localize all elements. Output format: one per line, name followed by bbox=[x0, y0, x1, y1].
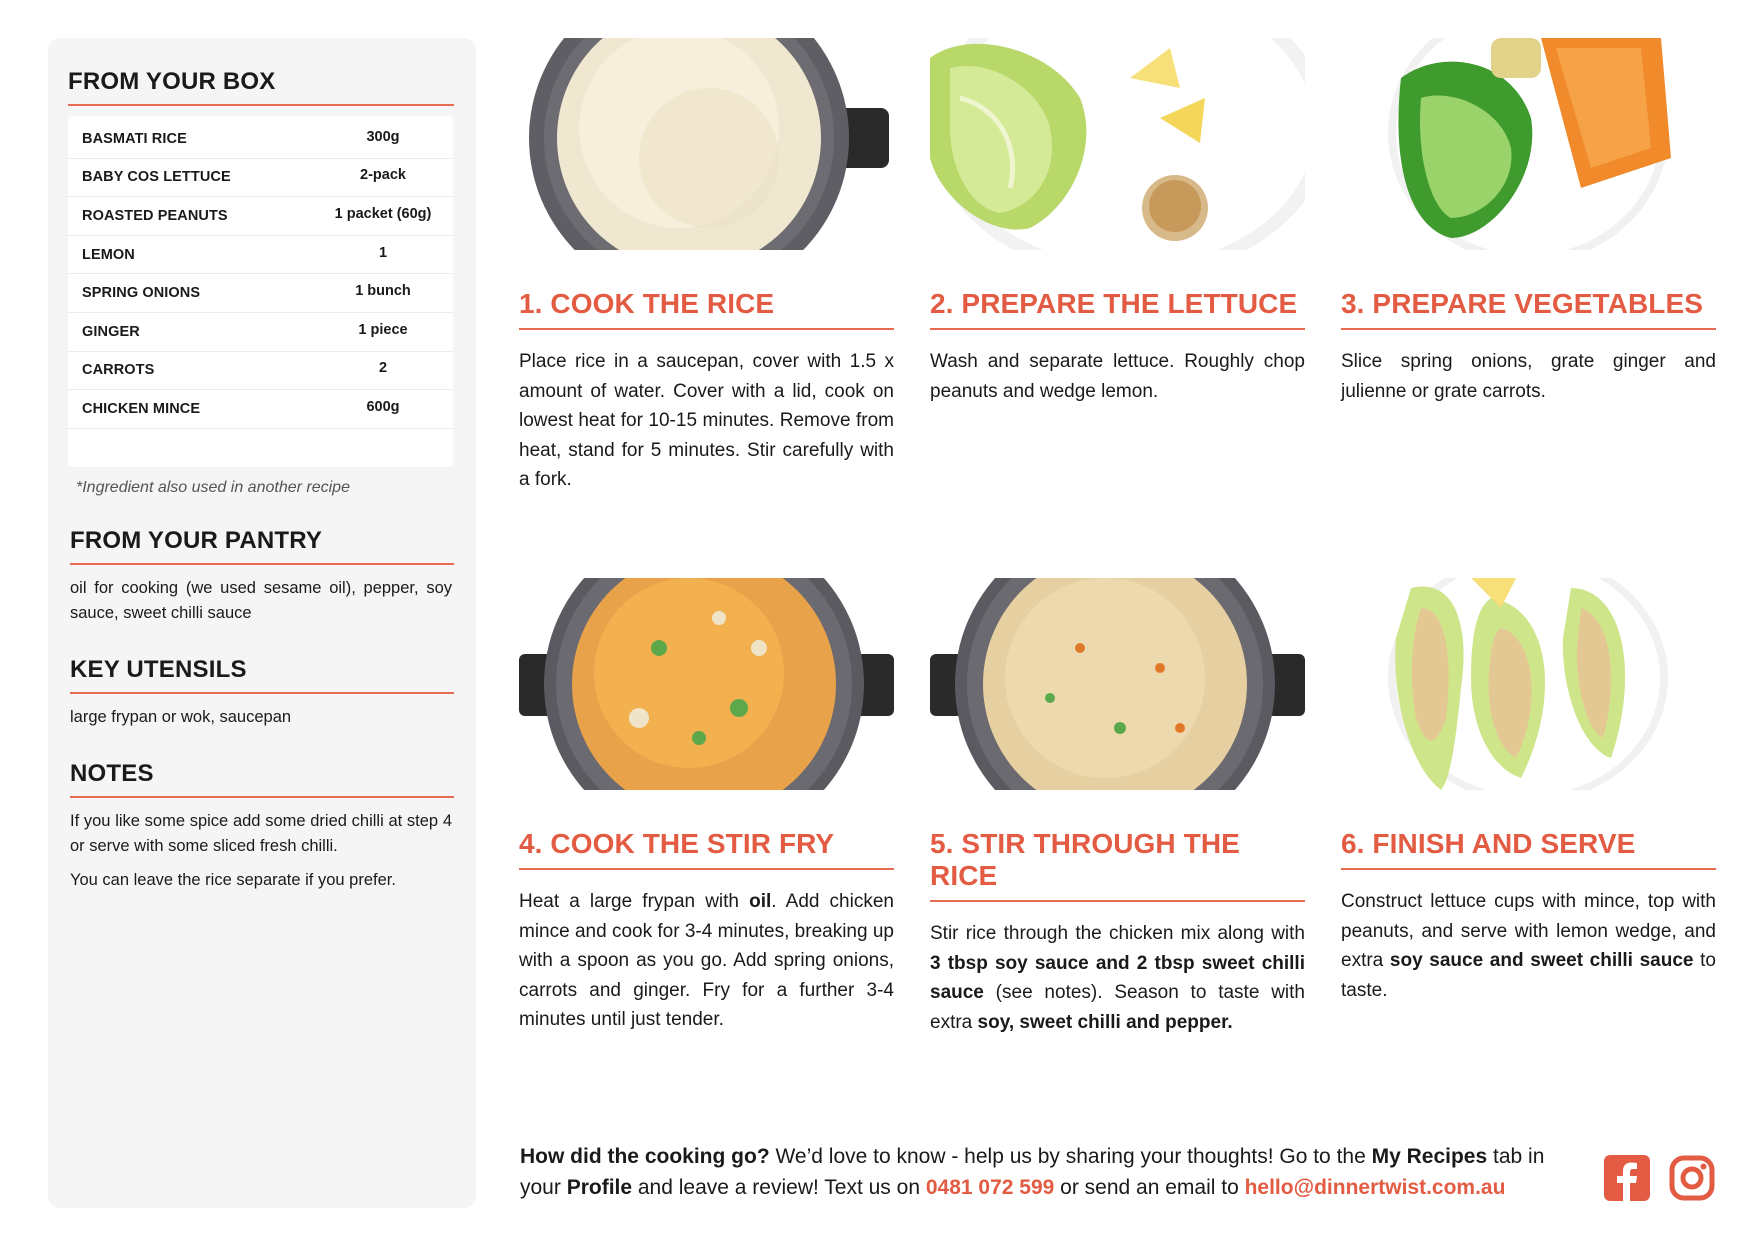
lettuce-plate-photo bbox=[930, 38, 1305, 250]
bold-text: soy, sweet chilli and pepper. bbox=[977, 1011, 1233, 1033]
ingredient-qty-cell bbox=[330, 244, 453, 261]
body-text: Construct lettuce cups with mince, top with peanuts, and serve with lemon wedge, and extra bbox=[1341, 891, 1716, 971]
ingredient-qty: 1 piece bbox=[358, 321, 408, 338]
vegetables-plate-photo bbox=[1341, 38, 1716, 250]
ingredient-name: ROASTED PEANUTS bbox=[82, 207, 228, 224]
utensils-heading: KEY UTENSILS bbox=[70, 656, 454, 694]
step-6-body bbox=[1341, 887, 1716, 1005]
step-4-body bbox=[519, 887, 894, 1035]
ingredient-qty-cell bbox=[330, 205, 453, 222]
ingredient-name: BABY COS LETTUCE bbox=[82, 169, 231, 186]
ingredient-qty: 600g bbox=[366, 398, 400, 415]
step-2-title: 2. PREPARE THE LETTUCE bbox=[930, 288, 1305, 330]
body-text: Heat a large frypan with bbox=[519, 891, 750, 912]
lettuce-cups-photo bbox=[1341, 578, 1716, 790]
body-text: Wash and separate lettuce. Roughly chop peanuts and wedge lemon. bbox=[930, 351, 1305, 402]
from-your-box-heading: FROM YOUR BOX bbox=[68, 68, 454, 106]
pantry-text: oil for cooking (we used sesame oil), pepper, soy sauce, sweet chilli sauce bbox=[70, 578, 452, 622]
pantry-heading: FROM YOUR PANTRY bbox=[70, 527, 454, 565]
body-text: to taste. bbox=[1341, 950, 1716, 1001]
notes-heading: NOTES bbox=[70, 760, 454, 798]
step-3-title: 3. PREPARE VEGETABLES bbox=[1341, 288, 1716, 330]
body-text: . Add chicken mince and cook for 3-4 minutes, breaking up with a spoon as you go. Add spring onions, carrots and ginger. Fry for a further 3-4 minutes until just tender. bbox=[519, 891, 894, 1030]
note-paragraph: You can leave the rice separate if you prefer. bbox=[70, 870, 396, 889]
ingredient-qty: 1 packet (60g) bbox=[334, 205, 432, 222]
step-3 bbox=[1341, 38, 1716, 406]
body-text: tab in your bbox=[520, 1145, 1545, 1199]
ingredient-qty: 1 bunch bbox=[355, 283, 411, 300]
facebook-icon[interactable] bbox=[1604, 1155, 1650, 1201]
body-text: Slice spring onions, grate ginger and julienne or grate carrots. bbox=[1341, 351, 1716, 402]
ingredient-qty: 300g bbox=[366, 128, 400, 145]
step-5 bbox=[930, 578, 1305, 1037]
body-text: or send an email to bbox=[1054, 1176, 1245, 1199]
step-4 bbox=[519, 578, 894, 1035]
body-text: (see notes). Season to taste with extra bbox=[930, 982, 1305, 1033]
utensils-text: large frypan or wok, saucepan bbox=[70, 707, 292, 726]
ingredient-row bbox=[68, 390, 453, 429]
ingredient-name: LEMON bbox=[82, 246, 135, 263]
body-text: Place rice in a saucepan, cover with 1.5 x amount of water. Cover with a lid, cook on lowest heat for 10-15 minutes. Remove from heat, stand for 5 minutes. Stir carefully with a fork. bbox=[519, 351, 894, 490]
ingredient-qty-cell bbox=[330, 360, 453, 377]
step-1 bbox=[519, 38, 894, 495]
step-5-body bbox=[930, 919, 1305, 1037]
step-2 bbox=[930, 38, 1305, 406]
utensils-section bbox=[68, 656, 454, 730]
ingredient-name: SPRING ONIONS bbox=[82, 285, 201, 302]
notes-section bbox=[68, 760, 454, 893]
step-4-title: 4. COOK THE STIR FRY bbox=[519, 828, 894, 870]
bold-text: My Recipes bbox=[1371, 1145, 1488, 1168]
bold-text: soy sauce and sweet chilli sauce bbox=[1389, 950, 1694, 971]
body-text: and leave a review! Text us on bbox=[632, 1176, 926, 1199]
ingredient-name: GINGER bbox=[82, 323, 140, 340]
step-1-body bbox=[519, 347, 894, 495]
ingredient-name: CHICKEN MINCE bbox=[82, 400, 201, 417]
bold-text: oil bbox=[749, 891, 772, 912]
review-prompt bbox=[520, 1141, 1580, 1203]
instagram-icon[interactable] bbox=[1669, 1155, 1715, 1201]
note-paragraph: If you like some spice add some dried chilli at step 4 or serve with some sliced fresh chilli. bbox=[70, 811, 452, 855]
ingredient-qty: 2-pack bbox=[360, 167, 406, 184]
step-5-title: 5. STIR THROUGH THE RICE bbox=[930, 828, 1305, 902]
ingredient-note: *Ingredient also used in another recipe bbox=[76, 478, 350, 496]
ingredient-row bbox=[68, 159, 453, 198]
ingredient-row bbox=[68, 236, 453, 275]
ingredient-qty-cell bbox=[330, 167, 453, 184]
bold-text: Profile bbox=[566, 1176, 633, 1199]
ingredient-qty-cell bbox=[330, 283, 453, 300]
ingredients-sidebar bbox=[48, 38, 476, 1208]
ingredient-name: CARROTS bbox=[82, 362, 155, 379]
ingredient-row bbox=[68, 274, 453, 313]
body-text: Stir rice through the chicken mix along with bbox=[930, 923, 1305, 944]
step-6 bbox=[1341, 578, 1716, 1005]
body-text: We’d love to know - help us by sharing your thoughts! Go to the bbox=[769, 1145, 1372, 1168]
step-3-body bbox=[1341, 347, 1716, 406]
ingredient-qty-cell bbox=[330, 321, 453, 338]
ingredients-table bbox=[68, 116, 453, 467]
ingredient-qty: 1 bbox=[378, 244, 388, 261]
step-6-title: 6. FINISH AND SERVE bbox=[1341, 828, 1716, 870]
contact-link[interactable]: 0481 072 599 bbox=[925, 1176, 1055, 1199]
ingredient-name: BASMATI RICE bbox=[82, 130, 187, 147]
ingredient-qty-cell bbox=[330, 128, 453, 145]
bold-text: 3 tbsp soy sauce and 2 tbsp sweet chilli sauce bbox=[930, 952, 1305, 1003]
stir-fry-pan-photo bbox=[519, 578, 894, 790]
ingredient-row bbox=[68, 120, 453, 159]
notes-text bbox=[70, 809, 452, 893]
ingredient-row bbox=[68, 352, 453, 391]
ingredient-row bbox=[68, 313, 453, 352]
bold-text: How did the cooking go? bbox=[520, 1145, 770, 1168]
ingredient-qty-cell bbox=[330, 398, 453, 415]
contact-link[interactable]: hello@dinnertwist.com.au bbox=[1244, 1176, 1506, 1199]
rice-pot-photo bbox=[519, 38, 894, 250]
pantry-section bbox=[68, 527, 454, 626]
ingredient-row bbox=[68, 197, 453, 236]
step-1-title: 1. COOK THE RICE bbox=[519, 288, 894, 330]
ingredient-qty: 2 bbox=[378, 360, 388, 377]
step-2-body bbox=[930, 347, 1305, 406]
fried-rice-pan-photo bbox=[930, 578, 1305, 790]
